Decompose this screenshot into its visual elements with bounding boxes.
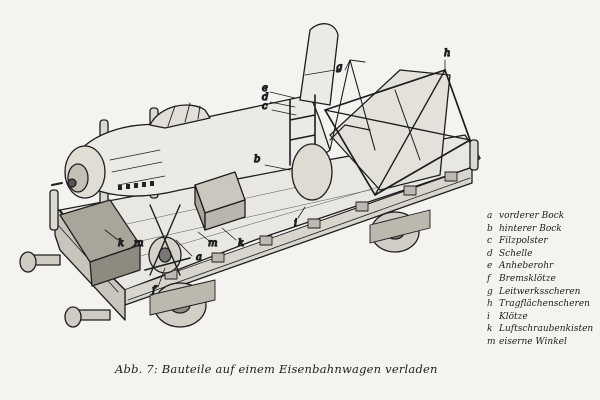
callout-g: g (336, 62, 343, 73)
callout-i: i (294, 218, 298, 229)
callout-m-1: m (134, 238, 144, 249)
legend-item: a vorderer Bock (487, 211, 565, 221)
callout-m-2: m (208, 238, 218, 249)
legend-item: d Schelle (487, 248, 533, 259)
legend-item: c Filzpolster (487, 236, 548, 247)
legend-item: b hinterer Bock (487, 223, 562, 234)
callout-c: c (262, 101, 268, 112)
legend-item: i Klötze (487, 311, 528, 322)
legend (487, 210, 597, 349)
legend-item: e Anheberohr (487, 261, 554, 272)
callout-f: f (152, 285, 156, 296)
legend-item: f Bremsklötze (487, 273, 556, 284)
callout-e: e (262, 83, 268, 94)
callout-k-1: k (118, 238, 125, 249)
callout-d: d (262, 92, 269, 103)
figure-caption: Abb. 7: Bauteile auf einem Eisenbahnwagen verladen (115, 362, 438, 376)
callout-k-2: k (238, 238, 245, 249)
legend-item: k Luftschraubenkisten (487, 324, 594, 335)
callout-a: a (196, 252, 202, 263)
legend-item: m eiserne Winkel (487, 336, 567, 347)
callout-b: b (254, 154, 261, 165)
legend-item: h Tragflächenscheren (487, 299, 590, 310)
callout-h: h (444, 48, 451, 59)
legend-item: g Leitwerksscheren (487, 286, 581, 297)
